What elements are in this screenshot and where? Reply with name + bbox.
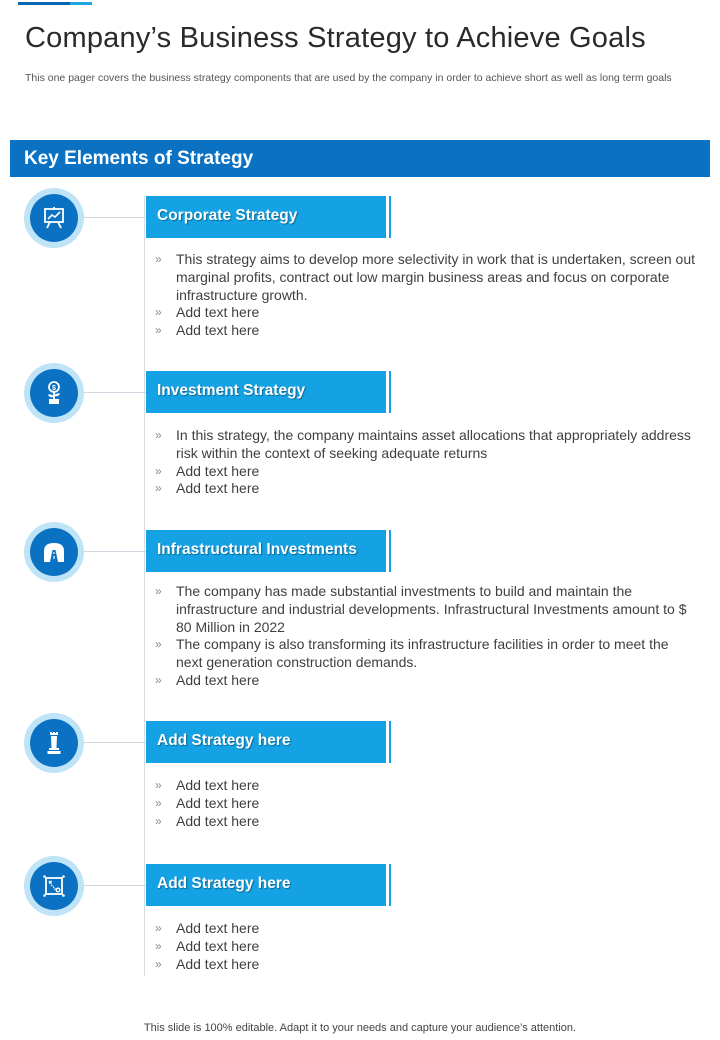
bullet-marker: »	[155, 481, 162, 496]
bullet-item: » Add text here	[155, 480, 260, 497]
strategy-board-icon	[30, 862, 78, 910]
bullet-item: » Add text here	[155, 937, 260, 954]
presentation-board-icon	[30, 194, 78, 242]
strategy-heading: Infrastructural Investments	[157, 541, 357, 558]
bullet-marker: »	[155, 252, 162, 266]
bullet-item: » The company is also transforming its infrastructure facilities in order to meet the next generation construction demands.	[155, 636, 669, 671]
bullet-item: » Add text here	[155, 304, 260, 321]
bullet-item: » Add text here	[155, 671, 260, 688]
section-title: Key Elements of Strategy	[24, 148, 254, 169]
bullet-list	[155, 583, 695, 690]
road-tunnel-icon	[30, 528, 78, 576]
top-accent-bar	[0, 0, 720, 4]
bullet-marker: »	[155, 956, 162, 971]
connector-line	[84, 742, 146, 743]
connector-line	[84, 885, 146, 886]
bullet-item: » Add text here	[155, 812, 260, 829]
icon-ring	[24, 713, 84, 773]
bullet-list	[155, 920, 695, 973]
bullet-item: » This strategy aims to develop more selectivity in work that is undertaken, screen out marginal profits, contract out low margin business areas and focus on corporate infrastructure growth.	[155, 251, 696, 303]
chess-piece-icon	[30, 719, 78, 767]
money-plant-icon	[30, 369, 78, 417]
bullet-marker: »	[155, 795, 162, 810]
icon-ring	[24, 856, 84, 916]
bullet-item: » Add text here	[155, 955, 260, 972]
bullet-item: » Add text here	[155, 462, 260, 479]
bullet-item: » Add text here	[155, 920, 260, 936]
bullet-marker: »	[155, 584, 162, 598]
bullet-marker: »	[155, 323, 162, 338]
strategy-heading: Corporate Strategy	[157, 207, 298, 224]
page-subtitle: This one pager covers the business strategy components that are used by the company in order to achieve short as well as long term goals	[25, 72, 672, 84]
icon-ring	[24, 522, 84, 582]
bullet-list	[155, 251, 695, 340]
bullet-marker: »	[155, 637, 162, 652]
svg-text:$: $	[52, 385, 56, 392]
bullet-marker: »	[155, 428, 162, 442]
bullet-marker: »	[155, 938, 162, 953]
bullet-list	[155, 777, 695, 830]
bullet-marker: »	[155, 463, 162, 478]
accent-light-segment	[70, 2, 92, 5]
bullet-item: » Add text here	[155, 322, 260, 339]
strategy-heading: Investment Strategy	[157, 382, 306, 399]
strategy-heading-box	[146, 371, 386, 413]
footer-note: This slide is 100% editable. Adapt it to your needs and capture your audience’s attention.	[143, 1022, 577, 1034]
strategy-heading-box	[146, 196, 386, 238]
connector-line	[84, 551, 146, 552]
accent-dark-segment	[18, 2, 70, 5]
strategy-heading-box	[146, 530, 386, 572]
page-title: Company’s Business Strategy to Achieve Goals	[25, 22, 646, 54]
bullet-item: » Add text here	[155, 794, 260, 811]
bullet-marker: »	[155, 672, 162, 687]
strategy-heading-box	[146, 721, 386, 763]
icon-ring	[24, 188, 84, 248]
bullet-list	[155, 427, 695, 498]
connector-line	[84, 217, 146, 218]
strategy-heading-box	[146, 864, 386, 906]
bullet-marker: »	[155, 921, 162, 935]
bullet-item: » Add text here	[155, 777, 260, 793]
bullet-item: » The company has made substantial investments to build and maintain the infrastructure and industrial developments. Infrastructural Investments amount to $ 80 Million in 2022	[155, 583, 687, 635]
timeline-line	[144, 196, 145, 976]
strategy-heading: Add Strategy here	[157, 732, 291, 749]
bullet-item: » In this strategy, the company maintains asset allocations that appropriately address risk within the context of seeking adequate returns	[155, 427, 691, 461]
section-header-bar	[10, 140, 710, 177]
icon-ring	[24, 363, 84, 423]
strategy-heading: Add Strategy here	[157, 875, 291, 892]
bullet-marker: »	[155, 305, 162, 320]
bullet-marker: »	[155, 813, 162, 828]
connector-line	[84, 392, 146, 393]
bullet-marker: »	[155, 778, 162, 792]
